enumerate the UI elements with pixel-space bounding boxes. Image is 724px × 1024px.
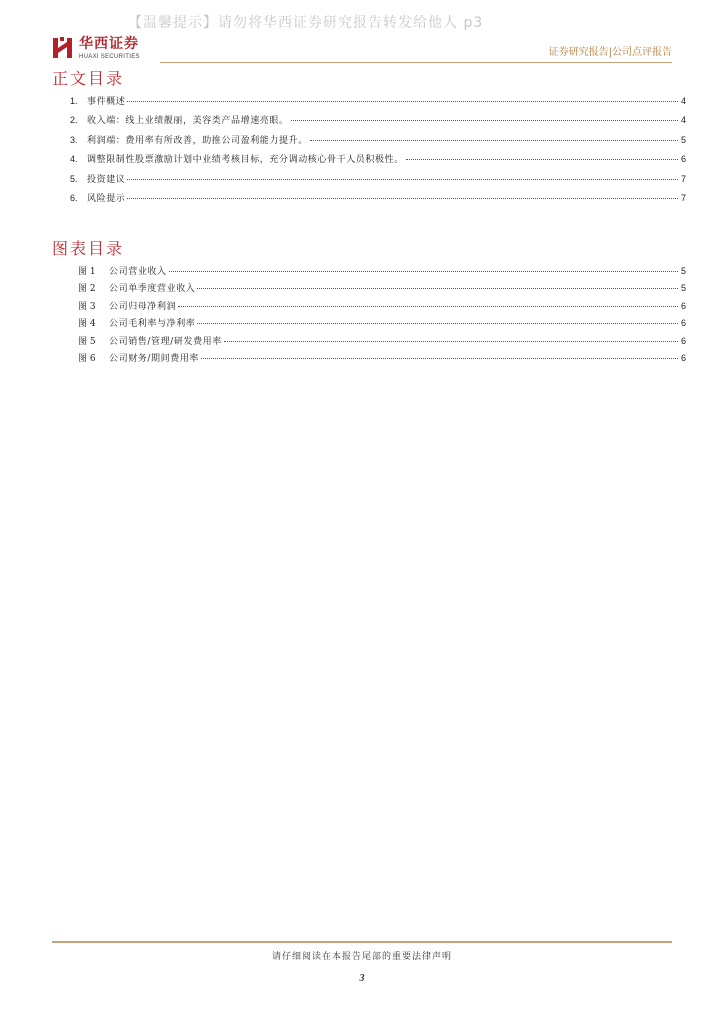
toc-main-item[interactable]	[70, 191, 686, 210]
toc-leader-dots	[127, 198, 678, 199]
toc-figure-number: 图 1	[78, 267, 96, 277]
toc-figure-item[interactable]	[78, 334, 686, 351]
toc-item-label: 调整限制性股票激励计划中业绩考核目标，充分调动核心骨干人员积极性。	[87, 155, 404, 166]
toc-item-label: 收入端：线上业绩靓丽，美容类产品增速亮眼。	[87, 116, 289, 127]
toc-figure-number: 图 6	[78, 353, 96, 364]
toc-figures-title: 图表目录	[52, 239, 125, 258]
toc-item-page: 7	[680, 192, 686, 203]
toc-item-page: 4	[680, 96, 686, 106]
toc-main-item[interactable]	[70, 113, 686, 132]
toc-figure-item[interactable]	[78, 264, 686, 281]
toc-main-item[interactable]	[70, 133, 686, 152]
toc-leader-dots	[197, 288, 678, 289]
header-divider	[160, 62, 672, 63]
toc-figure-page: 6	[680, 318, 686, 329]
page-number: 3	[359, 973, 365, 984]
toc-item-label: 利润端：费用率有所改善，助推公司盈利能力提升。	[87, 135, 308, 146]
toc-item-label: 风险提示	[87, 193, 126, 204]
toc-item-page: 7	[680, 173, 686, 184]
toc-figure-item[interactable]	[78, 351, 686, 368]
huaxi-logo-icon	[52, 36, 74, 60]
toc-figure-page: 6	[680, 335, 686, 346]
toc-figure-label: 公司营业收入	[109, 267, 167, 277]
toc-leader-dots	[127, 101, 678, 102]
toc-figure-item[interactable]	[78, 281, 686, 298]
toc-figure-label: 公司单季度营业收入	[109, 284, 196, 295]
toc-item-number: 2.	[70, 115, 78, 126]
toc-leader-dots	[178, 306, 678, 307]
toc-item-page: 5	[680, 134, 686, 145]
toc-leader-dots	[197, 323, 678, 324]
toc-figure-page: 6	[680, 352, 686, 363]
report-type: 证券研究报告|公司点评报告	[548, 47, 672, 58]
toc-item-page: 6	[680, 154, 686, 165]
toc-figure-number: 图 3	[78, 301, 96, 312]
toc-item-number: 1.	[70, 96, 78, 106]
toc-figure-label: 公司财务/期间费用率	[109, 353, 200, 364]
toc-figure-number: 图 4	[78, 319, 96, 330]
toc-item-number: 3.	[70, 134, 78, 145]
toc-leader-dots	[291, 120, 678, 121]
toc-figure-page: 6	[680, 300, 686, 311]
toc-figure-page: 5	[680, 266, 686, 276]
toc-figure-page: 5	[680, 283, 686, 294]
toc-figure-label: 公司毛利率与净利率	[109, 319, 196, 330]
toc-leader-dots	[224, 341, 678, 342]
company-logo	[52, 36, 140, 60]
toc-leader-dots	[201, 358, 678, 359]
logo-name-en: HUAXI SECURITIES	[79, 53, 140, 60]
toc-leader-dots	[406, 159, 678, 160]
toc-main-item[interactable]	[70, 94, 686, 113]
toc-main-title: 正文目录	[52, 69, 125, 88]
toc-main-list	[70, 94, 686, 210]
toc-item-label: 事件概述	[87, 97, 126, 107]
toc-item-label: 投资建议	[87, 174, 126, 185]
toc-main-item[interactable]	[70, 172, 686, 191]
toc-leader-dots	[169, 271, 678, 272]
toc-figure-item[interactable]	[78, 299, 686, 316]
watermark-notice: 【温馨提示】请勿将华西证券研究报告转发给他人 p3	[128, 15, 484, 31]
toc-leader-dots	[127, 179, 678, 180]
legal-disclaimer: 请仔细阅读在本报告尾部的重要法律声明	[271, 952, 452, 962]
toc-item-number: 4.	[70, 154, 78, 165]
toc-main-item[interactable]	[70, 152, 686, 171]
footer-divider	[52, 941, 672, 943]
toc-figure-label: 公司销售/管理/研发费用率	[109, 336, 222, 347]
toc-item-page: 4	[680, 115, 686, 126]
toc-figure-number: 图 5	[78, 336, 96, 347]
toc-figure-item[interactable]	[78, 316, 686, 333]
toc-figure-label: 公司归母净利润	[109, 301, 177, 312]
toc-item-number: 5.	[70, 173, 78, 184]
logo-name-cn: 华西证券	[79, 35, 139, 52]
toc-figures-list	[78, 264, 686, 368]
toc-figure-number: 图 2	[78, 284, 96, 295]
toc-leader-dots	[310, 140, 678, 141]
toc-item-number: 6.	[70, 192, 78, 203]
